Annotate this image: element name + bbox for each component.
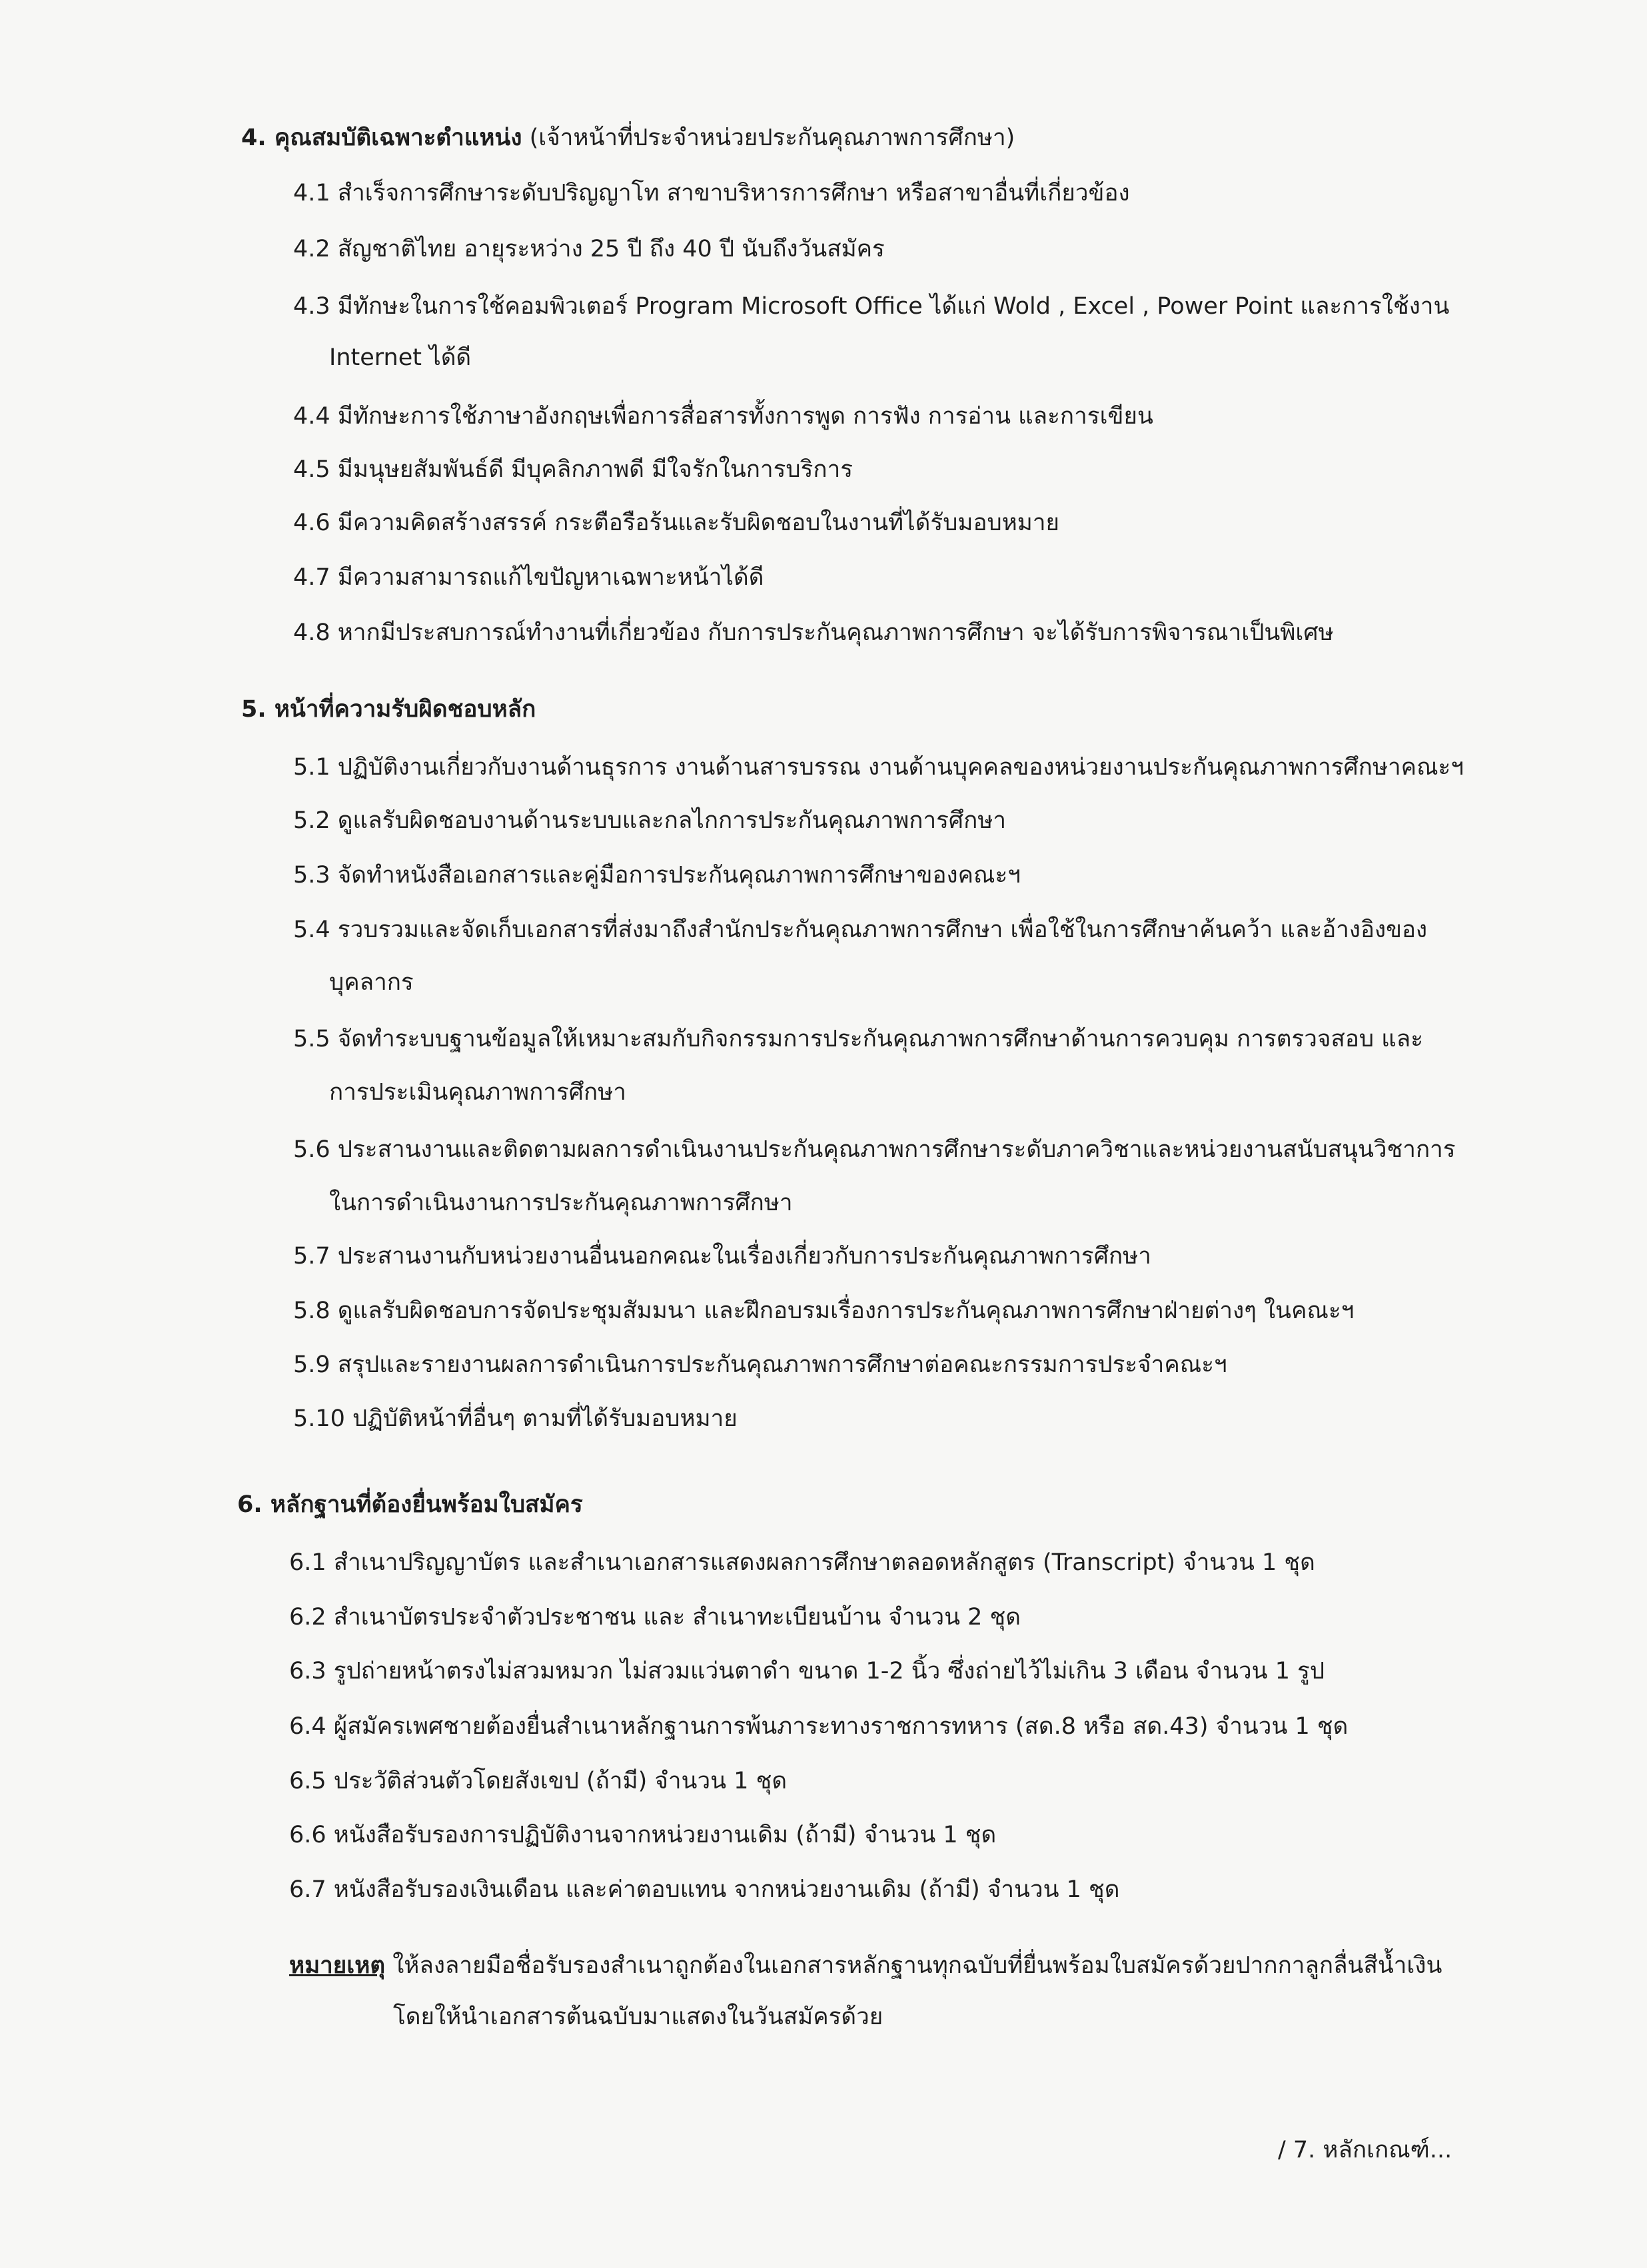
section-5-title: 5. หน้าที่ความรับผิดชอบหลัก [241, 696, 536, 723]
note-label: หมายเหตุ [289, 1952, 386, 1979]
item-4-7: 4.7 มีความสามารถแก้ไขปัญหาเฉพาะหน้าได้ดี [293, 564, 764, 591]
item-6-2: 6.2 สำเนาบัตรประจำตัวประชาชน และ สำเนาทะเบียนบ้าน จำนวน 2 ชุด [289, 1604, 1021, 1631]
item-4-4: 4.4 มีทักษะการใช้ภาษาอังกฤษเพื่อการสื่อสารทั้งการพูด การฟัง การอ่าน และการเขียน [293, 403, 1153, 430]
section-6-title: 6. หลักฐานที่ต้องยื่นพร้อมใบสมัคร [237, 1491, 583, 1518]
item-5-8: 5.8 ดูแลรับผิดชอบการจัดประชุมสัมมนา และฝึกอบรมเรื่องการประกันคุณภาพการศึกษาฝ่ายต่างๆ ในคณะฯ [293, 1298, 1355, 1324]
item-6-1: 6.1 สำเนาปริญญาบัตร และสำเนาเอกสารแสดงผลการศึกษาตลอดหลักสูตร (Transcript) จำนวน 1 ชุด [289, 1549, 1315, 1576]
item-4-3: 4.3 มีทักษะในการใช้คอมพิวเตอร์ Program Microsoft Office ได้แก่ Wold , Excel , Power Point และการใช้งาน [293, 293, 1450, 320]
item-5-1: 5.1 ปฏิบัติงานเกี่ยวกับงานด้านธุรการ งานด้านสารบรรณ งานด้านบุคคลของหน่วยงานประกันคุณภาพการศึกษาคณะฯ [293, 754, 1464, 781]
item-4-1: 4.1 สำเร็จการศึกษาระดับปริญญาโท สาขาบริหารการศึกษา หรือสาขาอื่นที่เกี่ยวข้อง [293, 180, 1130, 206]
item-4-8: 4.8 หากมีประสบการณ์ทำงานที่เกี่ยวข้อง กับการประกันคุณภาพการศึกษา จะได้รับการพิจารณาเป็นพิเศษ [293, 619, 1334, 646]
item-5-9: 5.9 สรุปและรายงานผลการดำเนินการประกันคุณภาพการศึกษาต่อคณะกรรมการประจำคณะฯ [293, 1351, 1227, 1378]
item-5-4: 5.4 รวบรวมและจัดเก็บเอกสารที่ส่งมาถึงสำนักประกันคุณภาพการศึกษา เพื่อใช้ในการศึกษาค้นคว้า และอ้างอิงของ [293, 917, 1428, 943]
item-4-3-cont: Internet ได้ดี [329, 344, 472, 371]
item-5-4-cont: บุคลากร [329, 969, 414, 996]
item-5-3: 5.3 จัดทำหนังสือเอกสารและคู่มือการประกันคุณภาพการศึกษาของคณะฯ [293, 862, 1021, 889]
item-4-6: 4.6 มีความคิดสร้างสรรค์ กระตือรือร้นและรับผิดชอบในงานที่ได้รับมอบหมาย [293, 510, 1060, 536]
note-line-1 [289, 1951, 1442, 1980]
item-4-2: 4.2 สัญชาติไทย อายุระหว่าง 25 ปี ถึง 40 ปี นับถึงวันสมัคร [293, 236, 885, 262]
section-4-heading [241, 123, 1015, 153]
next-page-marker: / 7. หลักเกณฑ์... [1278, 2137, 1452, 2163]
item-5-5: 5.5 จัดทำระบบฐานข้อมูลให้เหมาะสมกับกิจกรรมการประกันคุณภาพการศึกษาด้านการควบคุม การตรวจสอบ และ [293, 1026, 1423, 1052]
item-5-6: 5.6 ประสานงานและติดตามผลการดำเนินงานประกันคุณภาพการศึกษาระดับภาควิชาและหน่วยงานสนับสนุนวิชาการ [293, 1136, 1456, 1163]
item-5-10: 5.10 ปฏิบัติหน้าที่อื่นๆ ตามที่ได้รับมอบหมาย [293, 1405, 738, 1432]
item-5-7: 5.7 ประสานงานกับหน่วยงานอื่นนอกคณะในเรื่องเกี่ยวกับการประกันคุณภาพการศึกษา [293, 1243, 1151, 1270]
item-5-5-cont: การประเมินคุณภาพการศึกษา [329, 1079, 626, 1106]
section-4-title: 4. คุณสมบัติเฉพาะตำแหน่ง [241, 125, 522, 151]
item-6-7: 6.7 หนังสือรับรองเงินเดือน และค่าตอบแทน จากหน่วยงานเดิม (ถ้ามี) จำนวน 1 ชุด [289, 1876, 1120, 1903]
item-5-6-cont: ในการดำเนินงานการประกันคุณภาพการศึกษา [329, 1190, 793, 1216]
note-line-2: โดยให้นำเอกสารต้นฉบับมาแสดงในวันสมัครด้วย [393, 2004, 883, 2030]
item-6-4: 6.4 ผู้สมัครเพศชายต้องยื่นสำเนาหลักฐานการพ้นภาระทางราชการทหาร (สด.8 หรือ สด.43) จำนวน 1 ชุด [289, 1713, 1349, 1740]
item-6-5: 6.5 ประวัติส่วนตัวโดยสังเขป (ถ้ามี) จำนวน 1 ชุด [289, 1768, 788, 1794]
item-4-5: 4.5 มีมนุษยสัมพันธ์ดี มีบุคลิกภาพดี มีใจรักในการบริการ [293, 456, 853, 483]
section-4-subtitle: (เจ้าหน้าที่ประจำหน่วยประกันคุณภาพการศึกษา) [529, 125, 1015, 151]
item-5-2: 5.2 ดูแลรับผิดชอบงานด้านระบบและกลไกการประกันคุณภาพการศึกษา [293, 807, 1007, 834]
item-6-6: 6.6 หนังสือรับรองการปฏิบัติงานจากหน่วยงานเดิม (ถ้ามี) จำนวน 1 ชุด [289, 1822, 997, 1848]
item-6-3: 6.3 รูปถ่ายหน้าตรงไม่สวมหมวก ไม่สวมแว่นตาดำ ขนาด 1-2 นิ้ว ซึ่งถ่ายไว้ไม่เกิน 3 เดือน จำนวน 1 รูป [289, 1658, 1325, 1685]
note-text-1: ให้ลงลายมือชื่อรับรองสำเนาถูกต้องในเอกสารหลักฐานทุกฉบับที่ยื่นพร้อมใบสมัครด้วยปากกาลูกลื่นสีน้ำเงิน [385, 1952, 1442, 1979]
